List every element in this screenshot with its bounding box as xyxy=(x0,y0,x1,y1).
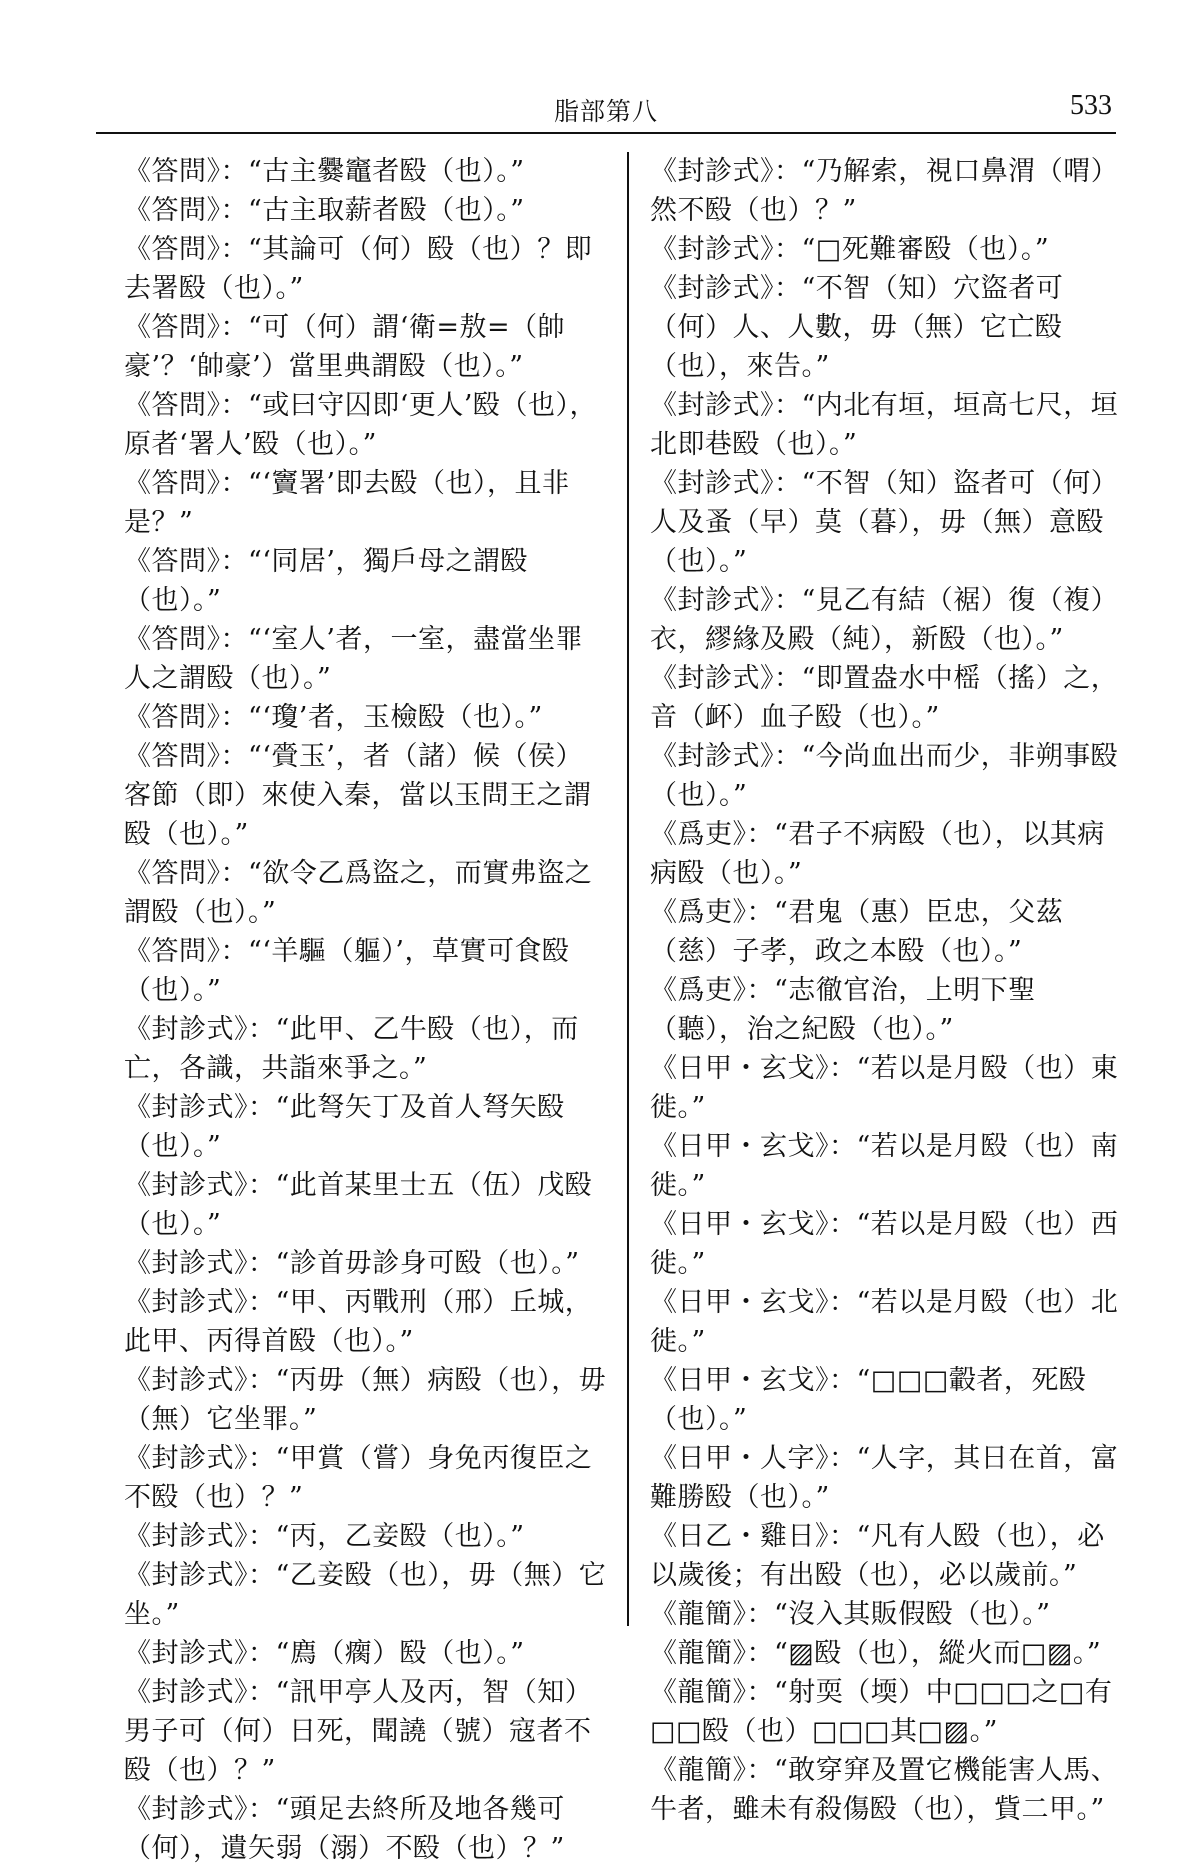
citation-entry: 《封診式》：“此弩矢丁及首人弩矢殹（也）。” xyxy=(124,1092,565,1162)
citation-entry: 《爲吏》：“君鬼（惠）臣忠，父茲（慈）子孝，政之本殹（也）。” xyxy=(650,897,1064,967)
citation-entry: 《日甲・玄戈》：“若以是月殹（也）西徙。” xyxy=(650,1209,1119,1279)
citation-entry: 《封診式》：“甲賞（嘗）身免丙復臣之不殹（也）？” xyxy=(124,1443,593,1513)
page-header xyxy=(96,86,1116,134)
right-column xyxy=(650,152,1122,1829)
citation-entry: 《答問》：“‘室人’者，一室，盡當坐罪人之謂殹（也）。” xyxy=(124,624,583,694)
citation-entry: 《封診式》：“此甲、乙牛殹（也），而亡，各識，共詣來爭之。” xyxy=(124,1014,579,1084)
citation-entry: 《日甲・人字》：“人字，其日在首，富難勝殹（也）。” xyxy=(650,1443,1119,1513)
citation-entry: 《封診式》：“此首某里士五（伍）戊殹（也）。” xyxy=(124,1170,593,1240)
citation-entry: 《答問》：“其論可（何）殹（也）？即去署殹（也）。” xyxy=(124,234,593,304)
citation-entry: 《封診式》：“見乙有結（裾）復（複）衣，繆緣及殿（純），新殹（也）。” xyxy=(650,585,1119,655)
running-title: 脂部第八 xyxy=(553,97,658,126)
citation-entry: 《答問》：“古主取薪者殹（也）。” xyxy=(124,195,525,226)
citation-entry: 《日甲・玄戈》：“若以是月殹（也）北徙。” xyxy=(650,1287,1119,1357)
citation-entry: 《封診式》：“診首毋診身可殹（也）。” xyxy=(124,1248,580,1279)
citation-entry: 《封診式》：“乃解索，視口鼻渭（喟）然不殹（也）？” xyxy=(650,156,1119,226)
citation-entry: 《封診式》：“丙毋（無）病殹（也），毋（無）它坐罪。” xyxy=(124,1365,607,1435)
citation-entry: 《答問》：“‘羊驅（軀）’，草實可食殹（也）。” xyxy=(124,936,570,1006)
citation-entry: 《封診式》：“頭足去終所及地各幾可（何），遺矢弱（溺）不殹（也）？” xyxy=(124,1794,565,1864)
citation-entry: 《答問》：“可（何）謂‘衛=敖=（帥豪’？‘帥豪’）當里典謂殹（也）。” xyxy=(124,312,566,382)
citation-entry: 《龍簡》：“▨殹（也），縱火而□▨。” xyxy=(650,1638,1102,1669)
citation-entry: 《爲吏》：“志徹官治，上明下聖（聽），治之紀殹（也）。” xyxy=(650,975,1036,1045)
citation-entry: 《封診式》：“今尚血出而少，非朔事殹（也）。” xyxy=(650,741,1119,811)
citation-entry: 《封診式》：“不智（知）穴盜者可（何）人、人數，毋（無）它亡殹（也），來告。” xyxy=(650,273,1064,382)
citation-entry: 《答問》：“‘瓊’者，玉檢殹（也）。” xyxy=(124,702,543,733)
citation-entry: 《答問》：“‘賫玉’，者（諸）候（侯）客節（即）來使入秦，當以玉問王之謂殹（也）。” xyxy=(124,741,592,850)
citation-entry: 《答問》：“‘同居’，獨戶母之謂殹（也）。” xyxy=(124,546,528,616)
citation-entry: 《日乙・雞日》：“凡有人殹（也），必以歲後；有出殹（也），必以歲前。” xyxy=(650,1521,1105,1591)
citation-entry: 《爲吏》：“君子不病殹（也），以其病病殹（也）。” xyxy=(650,819,1105,889)
citation-entry: 《封診式》：“訊甲亭人及丙，智（知）男子可（何）日死，聞譊（號）寇者不殹（也）？” xyxy=(124,1677,593,1786)
citation-entry: 《答問》：“‘竇署’即去殹（也），且非是？” xyxy=(124,468,570,538)
citation-entry: 《答問》：“或曰守囚即‘更人’殹（也），原者‘署人’殹（也）。” xyxy=(124,390,597,460)
column-divider xyxy=(627,152,629,1626)
citation-entry: 《封診式》：“内北有垣，垣高七尺，垣北即巷殹（也）。” xyxy=(650,390,1119,460)
citation-entry: 《龍簡》：“敢穿穽及置它機能害人馬、牛者，雖未有殺傷殹（也），貲二甲。” xyxy=(650,1755,1119,1825)
citation-entry: 《日甲・玄戈》：“若以是月殹（也）南徙。” xyxy=(650,1131,1119,1201)
citation-entry: 《封診式》：“即置盎水中榣（搖）之，音（衃）血子殹（也）。” xyxy=(650,663,1119,733)
page-number: 533 xyxy=(1070,90,1112,121)
citation-entry: 《封診式》：“甲、丙戰刑（邢）丘城，此甲、丙得首殹（也）。” xyxy=(124,1287,593,1357)
left-column xyxy=(124,152,608,1868)
citation-entry: 《日甲・玄戈》：“若以是月殹（也）東徙。” xyxy=(650,1053,1119,1123)
citation-entry: 《封診式》：“不智（知）盜者可（何）人及蚤（早）莫（暮），毋（無）意殹（也）。” xyxy=(650,468,1119,577)
citation-entry: 《龍簡》：“射耎（堧）中□□□之□有□□殹（也）□□□其□▨。” xyxy=(650,1677,1113,1747)
citation-entry: 《龍簡》：“沒入其販假殹（也）。” xyxy=(650,1599,1051,1630)
citation-entry: 《封診式》：“乙妾殹（也），毋（無）它坐。” xyxy=(124,1560,607,1630)
citation-entry: 《答問》：“古主爨竈者殹（也）。” xyxy=(124,156,525,187)
citation-entry: 《答問》：“欲令乙爲盜之，而實弗盜之謂殹（也）。” xyxy=(124,858,593,928)
citation-entry: 《封診式》：“丙，乙妾殹（也）。” xyxy=(124,1521,525,1552)
citation-entry: 《日甲・玄戈》：“□□□轂者，死殹（也）。” xyxy=(650,1365,1087,1435)
citation-entry: 《封診式》：“□死難審殹（也）。” xyxy=(650,234,1050,265)
citation-entry: 《封診式》：“廌（瘸）殹（也）。” xyxy=(124,1638,525,1669)
